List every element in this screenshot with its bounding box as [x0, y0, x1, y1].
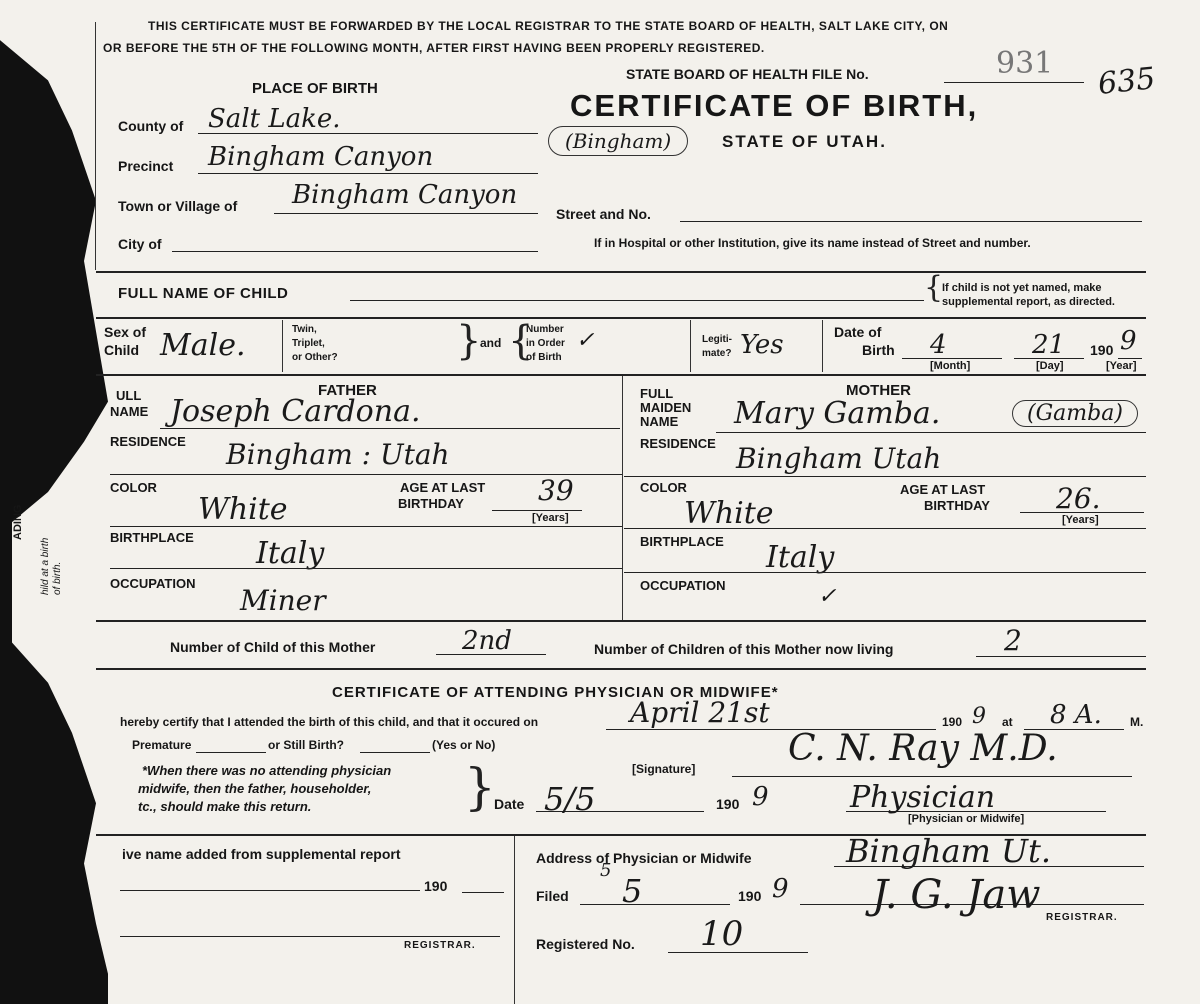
precinct-line [198, 173, 538, 174]
living-line [976, 656, 1146, 657]
mother-occupation: ✓ [818, 584, 837, 609]
father-age-label: AGE AT LAST [400, 480, 486, 495]
rule [96, 668, 1146, 670]
sex-label: Sex of [104, 324, 147, 340]
mother-heading: MOTHER [846, 382, 911, 399]
precinct-value: Bingham Canyon [208, 142, 434, 172]
order-label: Number [526, 324, 564, 335]
town-line [274, 213, 538, 214]
month-label: [Month] [930, 360, 971, 372]
father-years-label: [Years] [532, 512, 569, 524]
sex-label: Child [104, 342, 139, 358]
child-name-line [350, 300, 924, 301]
yes-no-label: (Yes or No) [432, 738, 496, 752]
mother-birthplace: Italy [766, 540, 835, 575]
mother-residence-label: RESIDENCE [640, 436, 716, 451]
mother-birthplace-label: BIRTHPLACE [640, 534, 724, 549]
sex-value: Male. [160, 328, 246, 363]
registrar-label: REGISTRAR. [1046, 912, 1118, 923]
certificate-title: CERTIFICATE OF BIRTH, [570, 88, 979, 123]
cell-divider [282, 320, 283, 372]
registration-divider [514, 836, 515, 1004]
supplemental-line [120, 890, 420, 891]
father-name: Joseph Cardona. [170, 394, 421, 429]
dob-month: 4 [930, 330, 947, 360]
day-label: [Day] [1036, 360, 1064, 372]
title-label: [Physician or Midwife] [908, 813, 1025, 825]
rule [96, 271, 1146, 273]
physician-heading: CERTIFICATE OF ATTENDING PHYSICIAN OR MIDWIFE* [332, 684, 779, 701]
filed-line [580, 904, 730, 905]
supplemental-registrar-label: REGISTRAR. [404, 940, 476, 951]
twin-label: Triplet, [292, 338, 325, 349]
father-birthplace-line [110, 568, 622, 569]
premature-line [196, 752, 266, 753]
parents-divider [622, 376, 623, 620]
brace: } [456, 318, 482, 364]
place-of-birth-heading: PLACE OF BIRTH [252, 80, 378, 97]
no-physician-note: midwife, then the father, householder, [138, 781, 372, 796]
margin-side-note: hild at a birth [40, 537, 51, 595]
at-label: at [1002, 715, 1013, 729]
file-number-stamp: 931 [996, 46, 1054, 81]
m-label: M. [1130, 715, 1144, 729]
mother-residence: Bingham Utah [736, 442, 942, 475]
physician-address: Bingham Ut. [846, 832, 1052, 870]
registered-label: Registered No. [536, 936, 635, 952]
legit-label: mate? [702, 348, 732, 359]
mother-name-label: MAIDEN [640, 400, 692, 415]
dob-day: 21 [1032, 330, 1066, 360]
birth-date: April 21st [630, 696, 770, 729]
brace: { [508, 318, 534, 364]
father-color: White [198, 492, 288, 527]
precinct-label: Precinct [118, 158, 174, 174]
file-number-label: STATE BOARD OF HEALTH FILE No. [626, 66, 869, 82]
header-instructions-line1: THIS CERTIFICATE MUST BE FORWARDED BY THE LOCAL REGISTRAR TO THE STATE BOARD OF HEALTH, SALT LAKE CITY, ON [148, 19, 949, 33]
mother-name-note: (Gamba) [1012, 400, 1138, 427]
town-label: Town or Village of [118, 198, 238, 214]
filed-label: Filed [536, 888, 569, 904]
father-name-label: ULL [116, 388, 142, 403]
father-age: 39 [538, 474, 574, 507]
city-line [172, 251, 538, 252]
cell-divider [822, 320, 823, 372]
mother-age-line [1020, 512, 1144, 513]
supplemental-year: 190 [424, 878, 448, 894]
mother-name-line [716, 432, 1146, 433]
dob-year-digit: 9 [1120, 326, 1137, 356]
dob-year-prefix: 190 [1090, 342, 1114, 358]
father-occupation-label: OCCUPATION [110, 576, 196, 591]
and-label: and [480, 336, 502, 350]
twin-label: or Other? [292, 352, 338, 363]
mother-color: White [684, 496, 774, 531]
margin-side-text: ADING [12, 504, 24, 540]
father-occupation: Miner [240, 584, 326, 617]
father-age-label: BIRTHDAY [398, 496, 464, 511]
mother-color-line [624, 528, 1146, 529]
town-value: Bingham Canyon [292, 180, 518, 210]
order-label: of Birth [526, 352, 562, 363]
still-birth-label: or Still Birth? [268, 738, 344, 752]
registered-number: 10 [700, 914, 744, 954]
mother-name-label: NAME [640, 414, 679, 429]
year-label: [Year] [1106, 360, 1137, 372]
mother-age-label: BIRTHDAY [924, 498, 990, 513]
address-label: Address of Physician or Midwife [536, 850, 752, 866]
order-label: in Order [526, 338, 565, 349]
mother-color-label: COLOR [640, 480, 687, 495]
city-label: City of [118, 236, 162, 252]
dob-label: Birth [862, 342, 895, 358]
no-physician-note: tc., should make this return. [138, 799, 312, 814]
father-age-line [492, 510, 582, 511]
father-name-line [160, 428, 620, 429]
registrar-signature: J. G. Jaw [872, 872, 1041, 918]
street-line [680, 221, 1142, 222]
sign-year-prefix: 190 [716, 796, 740, 812]
date-label: Date [494, 796, 525, 812]
child-name-label: FULL NAME OF CHILD [118, 285, 289, 302]
living-label: Number of Children of this Mother now living [594, 641, 894, 657]
brace: { [924, 270, 944, 305]
father-heading: FATHER [318, 382, 377, 399]
living-count: 2 [1004, 624, 1022, 657]
sign-date: 5/5 [544, 780, 596, 818]
filed-year-digit: 9 [772, 874, 789, 904]
mother-age-label: AGE AT LAST [900, 482, 986, 497]
county-value: Salt Lake. [208, 104, 341, 134]
father-name-label: NAME [110, 404, 149, 419]
margin-side-note: of birth. [52, 561, 63, 595]
physician-title: Physician [850, 780, 996, 815]
file-number-line [944, 82, 1084, 83]
supplemental-label: ive name added from supplemental report [122, 846, 401, 862]
signature-label: [Signature] [632, 762, 696, 776]
brace: } [464, 758, 496, 816]
certify-year-digit: 9 [972, 704, 986, 729]
file-number-handwritten: 635 [1096, 61, 1157, 102]
father-color-label: COLOR [110, 480, 157, 495]
legit-value: Yes [740, 330, 784, 360]
left-rule [95, 22, 96, 270]
dob-month-line [902, 358, 1002, 359]
father-birthplace-label: BIRTHPLACE [110, 530, 194, 545]
precinct-note: (Bingham) [548, 126, 688, 156]
rule [96, 317, 1146, 319]
hospital-note: If in Hospital or other Institution, give its name instead of Street and number. [594, 236, 1031, 250]
certify-year-prefix: 190 [942, 715, 963, 729]
mother-occupation-label: OCCUPATION [640, 578, 726, 593]
signature-line [732, 776, 1132, 777]
twin-label: Twin, [292, 324, 317, 335]
dob-label: Date of [834, 324, 882, 340]
birth-time: 8 A. [1050, 700, 1102, 730]
order-mark: ✓ [576, 328, 595, 353]
legit-label: Legiti- [702, 334, 732, 345]
mother-name-label: FULL [640, 386, 674, 401]
supplemental-year-line [462, 892, 504, 893]
sign-year-digit: 9 [752, 782, 769, 812]
mother-residence-line [624, 476, 1146, 477]
father-residence: Bingham : Utah [226, 438, 450, 471]
father-residence-label: RESIDENCE [110, 434, 186, 449]
cell-divider [690, 320, 691, 372]
mother-years-label: [Years] [1062, 514, 1099, 526]
child-number: 2nd [462, 626, 512, 656]
father-birthplace: Italy [256, 536, 325, 571]
rule [96, 374, 1146, 376]
rule [96, 620, 1146, 622]
child-name-note: If child is not yet named, make [942, 282, 1102, 294]
mother-age: 26. [1056, 482, 1101, 515]
filed-day: 5 [622, 872, 643, 910]
state-label: STATE OF UTAH. [722, 132, 887, 151]
still-birth-line [360, 752, 430, 753]
certify-statement: hereby certify that I attended the birth of this child, and that it occured on [120, 715, 539, 729]
child-number-label: Number of Child of this Mother [170, 639, 376, 655]
physician-signature: C. N. Ray M.D. [788, 728, 1058, 769]
father-color-line [110, 526, 622, 527]
mother-birthplace-line [624, 572, 1146, 573]
filed-year-prefix: 190 [738, 888, 762, 904]
county-label: County of [118, 118, 184, 134]
filed-month: 5 [600, 860, 612, 881]
no-physician-note: *When there was no attending physician [142, 763, 392, 778]
premature-label: Premature [132, 738, 192, 752]
supplemental-registrar-line [120, 936, 500, 937]
street-label: Street and No. [556, 206, 651, 222]
mother-name: Mary Gamba. [734, 396, 941, 431]
dob-year-line [1118, 358, 1142, 359]
header-instructions-line2: OR BEFORE THE 5TH OF THE FOLLOWING MONTH, AFTER FIRST HAVING BEEN PROPERLY REGISTERED. [103, 41, 765, 55]
child-name-note: supplemental report, as directed. [942, 296, 1115, 308]
